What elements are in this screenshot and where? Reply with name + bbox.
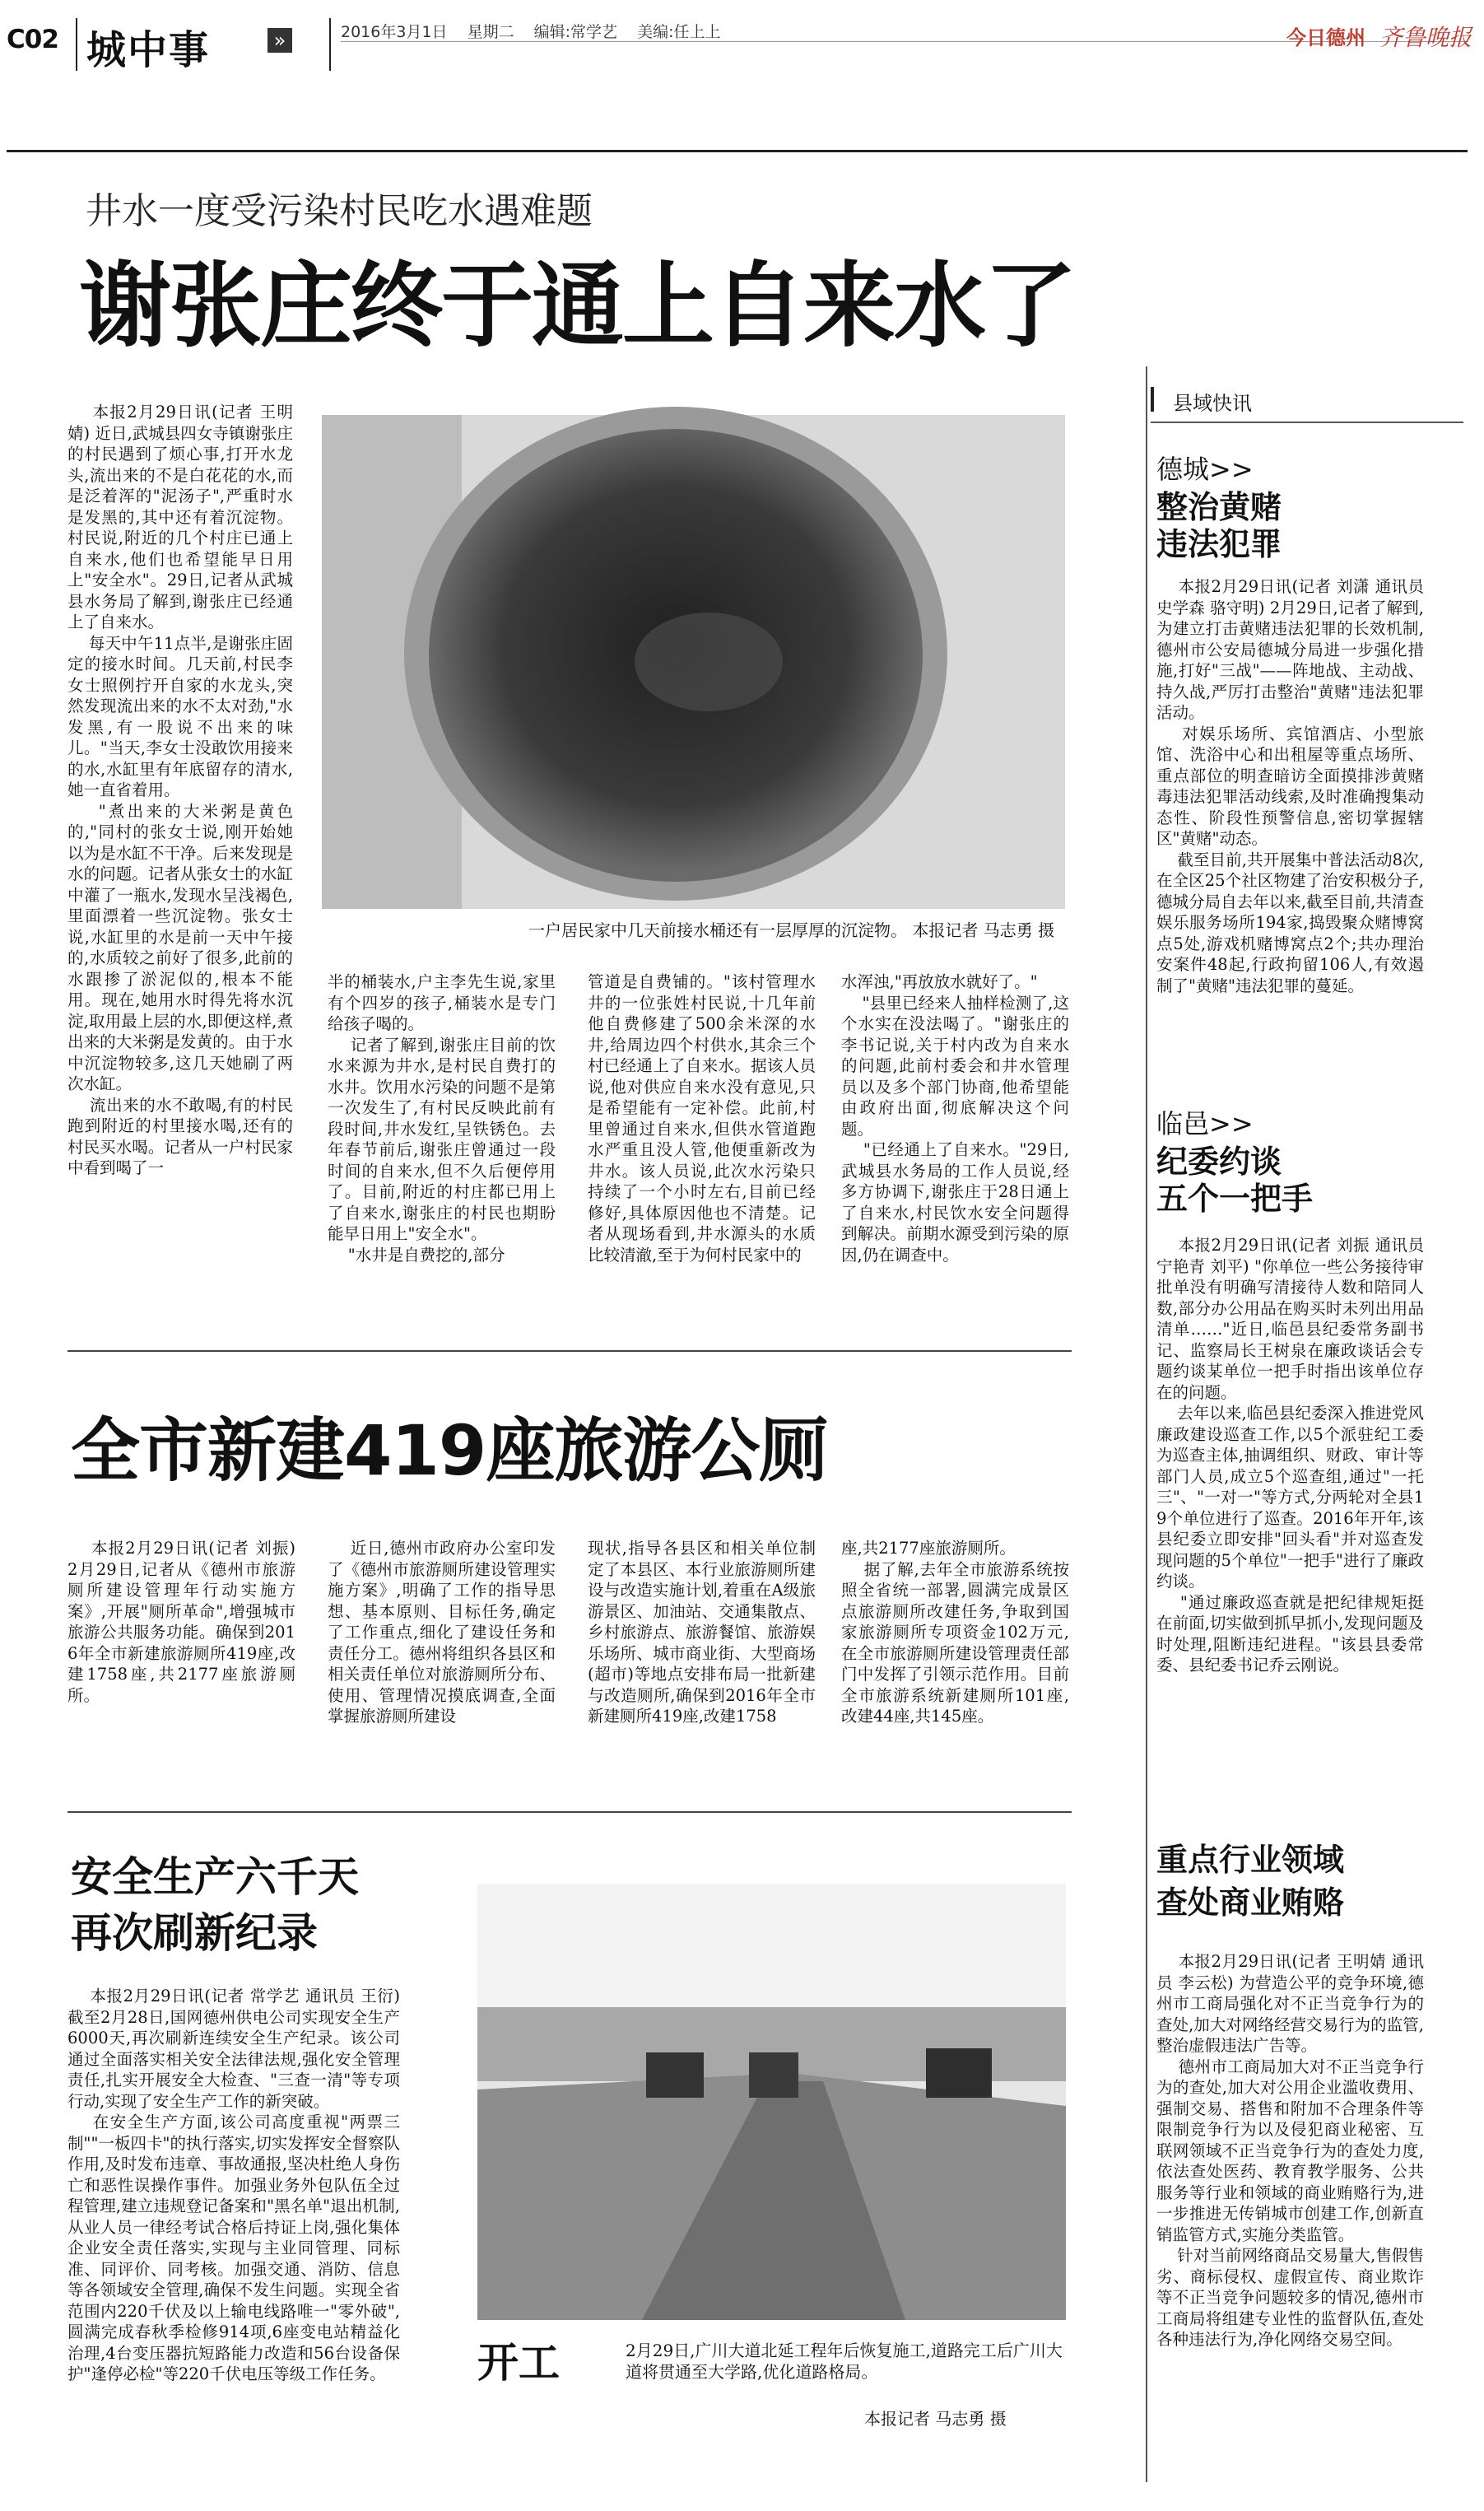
construction-photo (477, 1884, 1066, 2320)
sidebar-item1-body: 本报2月29日讯(记者 刘潇 通讯员 史学森 骆守明) 2月29日,记者了解到,为建立打击黄赌违法犯罪的长效机制,德州市公安局德城分局进一步强化措施,打好"三战"——阵地战、主动战、持久战,严厉打击整治"黄赌"违法犯罪活动。 对娱乐场所、宾馆酒店、小型旅馆、洗浴中心和出租屋等重点场所、重点部位的明查暗访全面摸排涉黄赌毒违法犯罪活动线索,及时准确搜集动态性、阶段性预警信息,密切掌握辖区"黄赌"动态。 截至目前,共开展集中普法活动8次,在全区25个社区物建了治安积极分子,德城分局自去年以来,截至目前,共清查娱乐服务场所194家,捣毁聚众赌博窝点5处,游戏机赌博窝点2个;共办理治安案件48起,行政拘留106人,有效遏制了"黄赌"违法犯罪的蔓延。 (1156, 577, 1424, 995)
story2-body-col4: 座,共2177座旅游厕所。 据了解,去年全市旅游系统按照全省统一部署,圆满完成景区点旅游厕所改建任务,争取到国家旅游厕所专项资金102万元,在全市旅游厕所建设管理责任部门中发挥了引领示范作用。目前全市旅游系统新建厕所101座,改建44座,共145座。 (841, 1539, 1069, 1726)
sidebar-section-rule (1151, 422, 1463, 423)
photo2-caption: 2月29日,广川大道北延工程年后恢复施工,道路完工后广川大道将贯通至大学路,优化道路格局。 (626, 2341, 1063, 2382)
date: 2016年3月1日 (341, 23, 448, 41)
designer: 美编:任上上 (637, 23, 721, 41)
story1-body-col1: 本报2月29日讯(记者 王明婧) 近日,武城县四女寺镇谢张庄的村民遇到了烦心事,打开水龙头,流出来的不是白花花的水,而是泛着浑的"泥汤子",严重时水是发黑的,其中还有着沉淀物。村民说,附近的几个村庄已通上自来水,他们也希望能早日用上"安全水"。29日,记者从武城县水务局了解到,谢张庄已经通上了自来水。 每天中午11点半,是谢张庄固定的接水时间。几天前,村民李女士照例拧开自家的水龙头,突然发现流出来的水不太对劲,"水发黑,有一股说不出来的味儿。"当天,李女士没敢饮用接来的水,水缸里有年底留存的清水,她一直省着用。 "煮出来的大米粥是黄色的,"同村的张女士说,刚开始她以为是水缸不干净。后来发现是水的问题。记者从张女士的水缸中灌了一瓶水,发现水呈浅褐色,里面漂着一些沉淀物。张女士说,水缸里的水是前一天中午接的,水质较之前好了很多,此前的水跟掺了淤泥似的,根本不能用。现在,她用水时得先将水沉淀,取用最上层的水,即便这样,煮出来的大米粥是发黄的。由于水中沉淀物较多,这几天她刷了两次水缸。 流出来的水不敢喝,有的村民跑到附近的村里接水喝,还有的村民买水喝。记者从一户村民家中看到喝了一 (67, 403, 293, 1177)
sidebar-item2-title-line2: 五个一把手 (1156, 1181, 1314, 1217)
story1-kicker: 井水一度受污染村民吃水遇难题 (86, 190, 593, 232)
paper-logo: 齐鲁晚报 (1379, 24, 1472, 51)
edition-name: 今日德州 (1286, 26, 1365, 49)
construction-photo-image (477, 1884, 1066, 2320)
weekday: 星期二 (467, 23, 514, 41)
story1-body-col3: 水浑浊,"再放放水就好了。" "县里已经来人抽样检测了,这个水实在没法喝了。"谢张庄的李书记说,关于村内改为自来水的问题,此前村委会和井水管理员以及多个部门协商,他希望能由政府出面,彻底解决这个问题。 "已经通上了自来水。"29日,武城县水务局的工作人员说,经多方协调下,谢张庄于28日通上了自来水,村民饮水安全问题得到解决。前期水源受到污染的原因,仍在调查中。 (841, 972, 1070, 1265)
story1-body-col2: 管道是自费铺的。"该村管理水井的一位张姓村民说,十几年前他自费修建了500余米深的水井,给周边四个村供水,其余三个村已经通上了自来水。据该人员说,他对供应自来水没有意见,只是希望能有一定补偿。此前,村里曾通过自来水,但供水管道跑水严重且没人管,他便重新改为井水。该人员说,此次水污染只持续了一个小时左右,目前已经修好,具体原因他也不清楚。记者从现场看到,井水源头的水质比较清澈,至于为何村民家中的 (588, 972, 816, 1265)
sidebar-item2-place: 临邑>> (1156, 1108, 1254, 1139)
sidebar-item1-place: 德城>> (1156, 454, 1254, 485)
header-divider-vertical (76, 18, 77, 71)
photo2-label: 开工 (477, 2339, 560, 2387)
story3-body: 本报2月29日讯(记者 常学艺 通讯员 王衍) 截至2月28日,国网德州供电公司实现安全生产6000天,再次刷新连续安全生产纪录。该公司通过全面落实相关安全法律法规,强化安全管理责任,扎实开展安全大检查、"三查一清"等专项行动,实现了安全生产工作的新突破。 在安全生产方面,该公司高度重视"两票三制""一板四卡"的执行落实,切实发挥安全督察队作用,及时发布违章、事故通报,坚决杜绝人身伤亡和恶性误操作事件。加强业务外包队伍全过程管理,建立违规登记备案和"黑名单"退出机制,从业人员一律经考试合格后持证上岗,强化集体企业安全责任落实,实现与主业同管理、同标准、同评价、同考核。加强交通、消防、信息等各领域安全管理,确保不发生问题。实现全省范围内220千伏及以上输电线路唯一"零外破",圆满完成春秋季检修914项,6座变电站精益化治理,4台变压器抗短路能力改造和56台设备保护"逢停必检"等220千伏电压等级工作任务。 (67, 1987, 401, 2383)
editor: 编辑:常学艺 (533, 23, 618, 41)
sidebar-section-bar (1151, 387, 1154, 412)
sidebar-item1-title-line1: 整治黄赌 (1156, 489, 1282, 525)
story1-photo-caption: 一户居民家中几天前接水桶还有一层厚厚的沉淀物。 本报记者 马志勇 摄 (528, 920, 1055, 940)
story2-headline: 全市新建419座旅游公厕 (71, 1410, 828, 1491)
story3-headline-line2: 再次刷新纪录 (71, 1909, 318, 1957)
page-number: C02 (7, 25, 58, 54)
story1-headline: 谢张庄终于通上自来水了 (79, 253, 1075, 360)
story2-body-col3: 现状,指导各县区和相关单位制定了本县区、本行业旅游厕所建设与改造实施计划,着重在A级旅游景区、加油站、交通集散点、乡村旅游点、旅游餐馆、旅游娱乐场所、城市商业街、大型商场(超市)等地点安排布局一批新建与改造厕所,确保到2016年全市新建厕所419座,改建1758 (588, 1539, 816, 1726)
story2-body-col1: 本报2月29日讯(记者 刘振) 2月29日,记者从《德州市旅游厕所建设管理年行动实施方案》,开展"厕所革命",增强城市旅游公共服务功能。确保到2016年全市新建旅游厕所419座,改建1758座,共2177座旅游厕所。 (67, 1539, 301, 1705)
story1-body-col1b: 半的桶装水,户主李先生说,家里有个四岁的孩子,桶装水是专门给孩子喝的。 记者了解到,谢张庄目前的饮水来源为井水,是村民自费打的水井。饮用水污染的问题不是第一次发生了,有村民反映此前有段时间,井水发红,呈铁锈色。去年春节前后,谢张庄曾通过一段时间的自来水,但不久后便停用了。目前,附近的村庄都已用上了自来水,谢张庄的村民也期盼能早日用上"安全水"。 "水井是自费挖的,部分 (328, 972, 556, 1265)
bucket-photo-image (322, 415, 1065, 909)
issue-date (341, 20, 721, 42)
photo2-credit: 本报记者 马志勇 摄 (864, 2409, 1007, 2429)
sidebar-item3-title-line2: 查处商业贿赂 (1156, 1884, 1345, 1921)
story1-divider (67, 1350, 1072, 1352)
sidebar-item1-title-line2: 违法犯罪 (1156, 526, 1282, 562)
story2-divider (67, 1811, 1072, 1813)
sidebar-item2-body: 本报2月29日讯(记者 刘振 通讯员 宁艳青 刘平) "你单位一些公务接待审批单没有明确写清接待人数和陪同人数,部分办公用品在购买时未列出用品清单……"近日,临邑县纪委常务副书记、监察局长王树泉在廉政谈话会专题约谈某单位一把手时指出该单位存在的问题。 去年以来,临邑县纪委深入推进党风廉政建设巡查工作,以5个派驻纪工委为巡查主体,抽调组织、财政、审计等部门人员,成立5个巡查组,通过"一托三"、"一对一"等方式,分两轮对全县19个单位进行了巡查。2016年开年,该县纪委立即安排"回头看"并对巡查发现问题的5个单位"一把手"进行了廉政约谈。 "通过廉政巡查就是把纪律规矩挺在前面,切实做到抓早抓小,发现问题及时处理,阻断违纪进程。"该县县委常委、县纪委书记乔云刚说。 (1156, 1236, 1425, 1675)
story3-headline-line1: 安全生产六千天 (71, 1853, 359, 1901)
sidebar-item2-title-line1: 纪委约谈 (1156, 1144, 1282, 1180)
story1-photo (322, 415, 1065, 909)
section-name: 城中事 (86, 27, 211, 73)
header-divider-vertical (329, 18, 331, 71)
sidebar-section-title: 县域快讯 (1173, 392, 1252, 415)
story2-body-col2: 近日,德州市政府办公室印发了《德州市旅游厕所建设管理实施方案》,明确了工作的指导思想、基本原则、目标任务,确定了工作重点,细化了建设任务和责任分工。德州将组织各县区和相关责任单位对旅游厕所分布、使用、管理情况摸底调查,全面掌握旅游厕所建设 (328, 1539, 556, 1726)
header-rule (7, 150, 1468, 152)
sidebar-divider (1146, 366, 1147, 2482)
sidebar-item3-body: 本报2月29日讯(记者 王明婧 通讯员 李云松) 为营造公平的竞争环境,德州市工商局强化对不正当竞争行为的查处,加大对网络经营交易行为的监管,整治虚假违法广告等。 德州市工商局加大对不正当竞争行为的查处,加大对公用企业滥收费用、强制交易、搭售和附加不合理条件等限制竞争行为以及侵犯商业秘密、互联网领域不正当竞争行为的查处力度,依法查处医药、教育教学服务、公共服务等行业和领域的商业贿赂行为,进一步推进无传销城市创建工作,创新直销监管方式,实施分类监管。 针对当前网络商品交易量大,售假售劣、商标侵权、虚假宣传、商业欺诈等不正当竞争问题较多的情况,德州市工商局将组建专业性的监督队伍,查处各种违法行为,净化网络交易空间。 (1156, 1952, 1425, 2349)
sidebar-item3-title-line1: 重点行业领域 (1156, 1842, 1345, 1878)
section-chevron-icon: » (267, 28, 292, 53)
